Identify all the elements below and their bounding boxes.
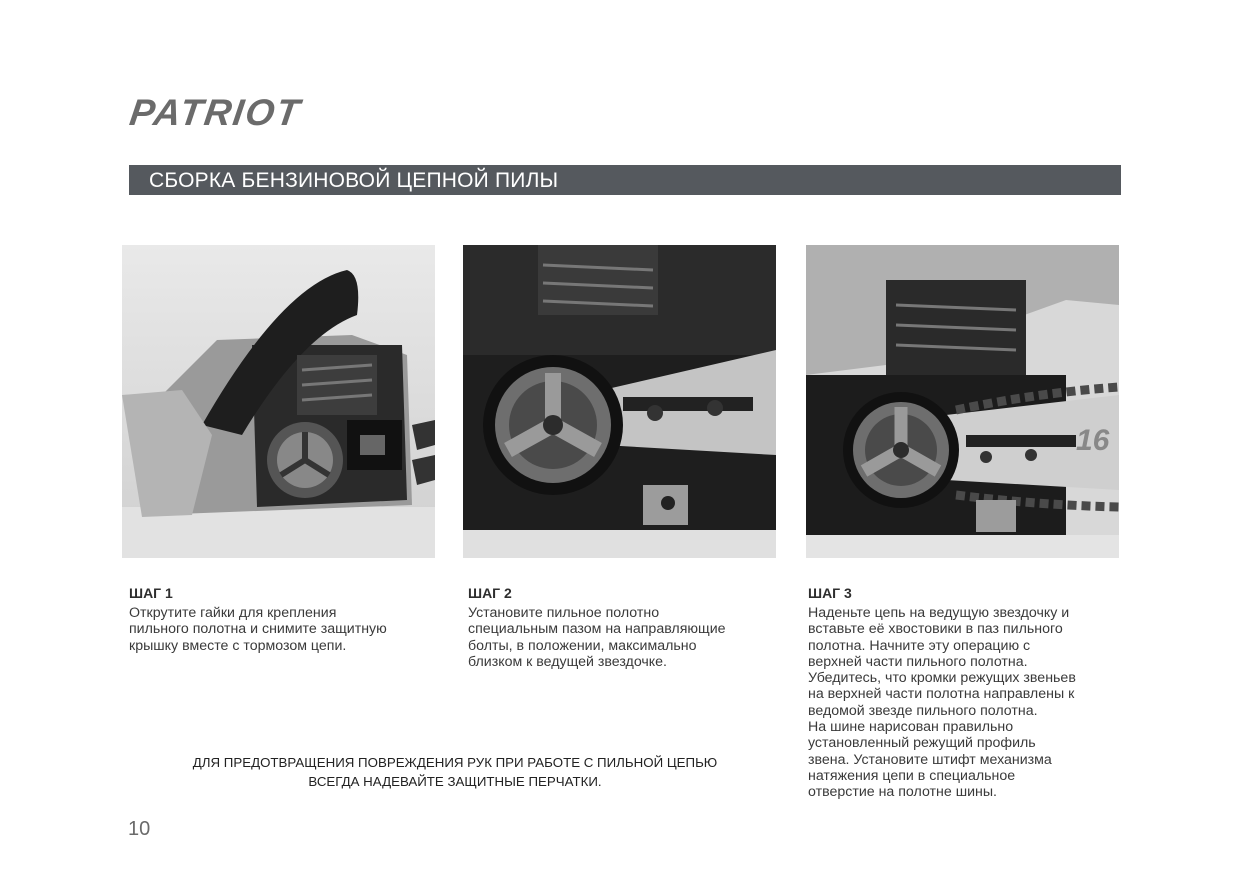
step3-photo — [806, 245, 1119, 558]
safety-warning: ДЛЯ ПРЕДОТВРАЩЕНИЯ ПОВРЕЖДЕНИЯ РУК ПРИ РАБОТЕ С ПИЛЬНОЙ ЦЕПЬЮ ВСЕГДА НАДЕВАЙТЕ ЗАЩИТНЫЕ ПЕРЧАТКИ. — [192, 755, 718, 789]
section-header-bar — [129, 165, 1121, 195]
step2-photo — [463, 245, 776, 558]
step2-title: ШАГ 2 — [468, 585, 512, 601]
step3-text: Наденьте цепь на ведущую звездочку и вставьте её хвостовики в паз пильного полотна. Начните эту операцию с верхней части пильного полотна. Убедитесь, что кромки режущих звеньев на верхней части полотна направлены к ведомой звезде пильного полотна. На шине нарисован правильно установленный режущий профиль звена. Установите штифт механизма натяжения цепи в специальное отверстие на полотне шины. — [808, 605, 1076, 801]
step1-text: Открутите гайки для крепления пильного полотна и снимите защитную крышку вместе с тормозом цепи. — [129, 605, 387, 654]
page-number: 10 — [128, 818, 151, 840]
step3-title: ШАГ 3 — [808, 585, 852, 601]
section-title: СБОРКА БЕНЗИНОВОЙ ЦЕПНОЙ ПИЛЫ — [149, 169, 559, 192]
step2-text: Установите пильное полотно специальным пазом на направляющие болты, в положении, максимально близком к ведущей звездочке. — [468, 605, 726, 670]
bar-size-label: 16 — [1076, 424, 1110, 457]
step1-title: ШАГ 1 — [129, 585, 173, 601]
step1-photo — [122, 245, 435, 558]
brand-logo: PATRIOT — [127, 92, 304, 133]
